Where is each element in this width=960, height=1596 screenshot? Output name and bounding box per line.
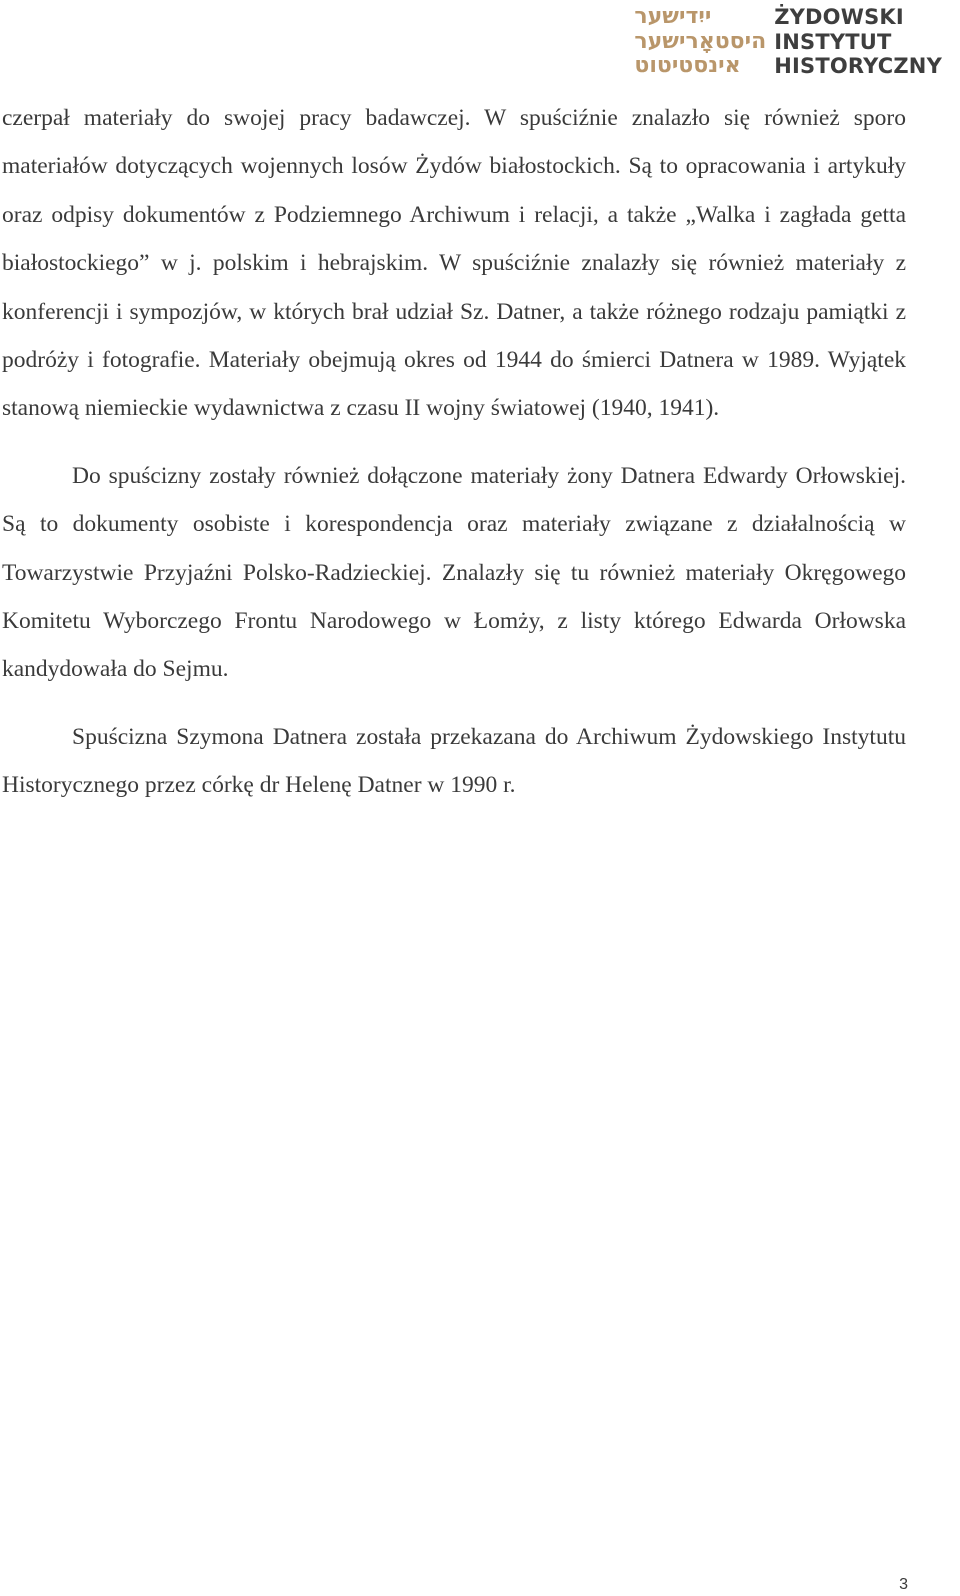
logo-yiddish-line-2: היסטאָרישער: [634, 28, 767, 54]
logo-polish-line-3: HISTORYCZNY: [774, 54, 942, 78]
logo-yiddish-text: [634, 5, 766, 79]
page-number: 3: [899, 1576, 908, 1593]
institute-logo: [634, 4, 942, 80]
logo-yiddish-line-3: אינסטיטוט: [634, 53, 741, 78]
logo-yiddish-line-1: ייִדישער: [634, 4, 712, 29]
paragraph-1: czerpał materiały do swojej pracy badawczej. W spuściźnie znalazło się również sporo materiałów dotyczących wojennych losów Żydów białostockich. Są to opracowania i artykuły oraz odpisy dokumentów z Podziemnego Archiwum i relacji, a także „Walka i zagłada getta białostockiego” w j. polskim i hebrajskim. W spuściźnie znalazły się również materiały z konferencji i sympozjów, w których brał udział Sz. Datner, a także różnego rodzaju pamiątki z podróży i fotografie. Materiały obejmują okres od 1944 do śmierci Datnera w 1989. Wyjątek stanową niemieckie wydawnictwa z czasu II wojny światowej (1940, 1941).: [2, 105, 906, 422]
paragraph-3: Spuścizna Szymona Datnera została przekazana do Archiwum Żydowskiego Instytutu Historycznego przez córkę dr Helenę Datner w 1990 r.: [2, 723, 906, 799]
logo-polish-line-1: ŻYDOWSKI: [774, 5, 904, 29]
logo-polish-text: [774, 5, 942, 79]
logo-polish-line-2: INSTYTUT: [774, 29, 892, 54]
paragraph-2: Do spuścizny zostały również dołączone materiały żony Datnera Edwardy Orłowskiej. Są to dokumenty osobiste i korespondencja oraz materiały związane z działalnością w Towarzystwie Przyjaźni Polsko-Radzieckiej. Znalazły się tu również materiały Okręgowego Komitetu Wyborczego Frontu Narodowego w Łomży, z listy którego Edwarda Orłowska kandydowała do Sejmu.: [2, 462, 906, 683]
document-body: [2, 94, 906, 810]
